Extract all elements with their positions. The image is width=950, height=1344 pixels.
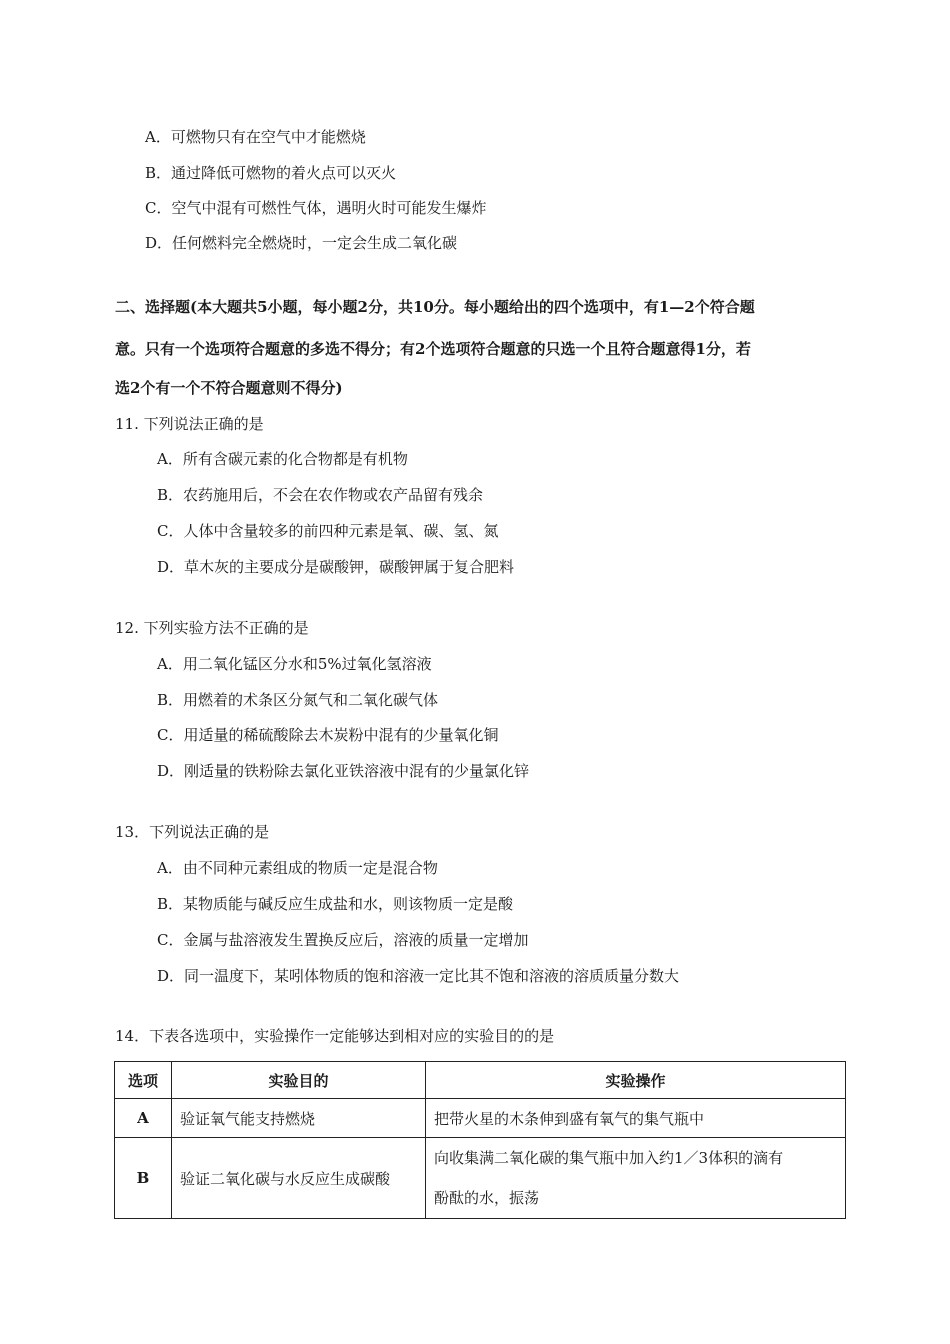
row-b-operation-line2: 酚酞的水，振荡 bbox=[434, 1189, 540, 1207]
row-b-option: B bbox=[115, 1138, 172, 1219]
q11-option-c: C．人体中含量较多的前四种元素是氧、碳、氢、氮 bbox=[157, 522, 499, 540]
row-a-operation: 把带火星的木条伸到盛有氧气的集气瓶中 bbox=[426, 1099, 846, 1138]
section2-line2: 意。只有一个选项符合题意的多选不得分；有2个选项符合题意的只选一个且符合题意得1分，若 bbox=[115, 340, 751, 358]
q13-option-c: C．金属与盐溶液发生置换反应后，溶液的质量一定增加 bbox=[157, 931, 529, 949]
header-operation: 实验操作 bbox=[426, 1062, 846, 1099]
q11-option-d: D．草木灰的主要成分是碳酸钾，碳酸钾属于复合肥料 bbox=[157, 558, 515, 576]
q11-option-a: A．所有含碳元素的化合物都是有机物 bbox=[157, 450, 408, 468]
q14-table bbox=[114, 1061, 846, 1219]
row-a-option: A bbox=[115, 1099, 172, 1138]
q13-option-d: D．同一温度下，某吲体物质的饱和溶液一定比其不饱和溶液的溶质质量分数大 bbox=[157, 967, 680, 985]
q12-option-c: C．用适量的稀硫酸除去木炭粉中混有的少量氧化铜 bbox=[157, 726, 499, 744]
q12-option-b: B．用燃着的术条区分氮气和二氧化碳气体 bbox=[157, 691, 439, 709]
q14-stem: 14．下表各选项中，实验操作一定能够达到相对应的实验目的的是 bbox=[115, 1027, 555, 1045]
q12-option-d: D．刚适量的铁粉除去氯化亚铁溶液中混有的少量氯化锌 bbox=[157, 762, 530, 780]
q10-option-b: B．通过降低可燃物的着火点可以灭火 bbox=[145, 164, 397, 182]
q11-option-b: B．农药施用后，不会在农作物或农产品留有残余 bbox=[157, 486, 484, 504]
row-b-operation-line1: 向收集满二氧化碳的集气瓶中加入约1／3体积的滴有 bbox=[434, 1149, 784, 1167]
q10-option-c: C．空气中混有可燃性气体，遇明火时可能发生爆炸 bbox=[145, 199, 487, 217]
q12-stem: 12. 下列实验方法不正确的是 bbox=[115, 619, 309, 637]
q13-option-b: B．某物质能与碱反应生成盐和水，则该物质一定是酸 bbox=[157, 895, 514, 913]
section2-line1: 二、选择题(本大题共5小题，每小题2分，共10分。每小题给出的四个选项中，有1—2个符合题 bbox=[115, 298, 755, 316]
table-row bbox=[115, 1138, 846, 1219]
q10-option-d: D．任何燃料完全燃烧时，一定会生成二氧化碳 bbox=[145, 234, 458, 252]
row-a-purpose: 验证氧气能支持燃烧 bbox=[172, 1099, 426, 1138]
q10-option-a: A．可燃物只有在空气中才能燃烧 bbox=[145, 128, 366, 146]
row-b-operation bbox=[426, 1138, 846, 1219]
table-row bbox=[115, 1099, 846, 1138]
table-header-row bbox=[115, 1062, 846, 1099]
q13-option-a: A．由不同种元素组成的物质一定是混合物 bbox=[157, 859, 438, 877]
row-b-purpose: 验证二氧化碳与水反应生成碳酸 bbox=[172, 1138, 426, 1219]
q12-option-a: A．用二氧化锰区分水和5%过氧化氢溶液 bbox=[157, 655, 432, 673]
q11-stem: 11. 下列说法正确的是 bbox=[115, 415, 264, 433]
header-option: 选项 bbox=[115, 1062, 172, 1099]
q13-stem: 13．下列说法正确的是 bbox=[115, 823, 270, 841]
section2-line3: 选2个有一个不符合题意则不得分) bbox=[115, 379, 343, 397]
header-purpose: 实验目的 bbox=[172, 1062, 426, 1099]
